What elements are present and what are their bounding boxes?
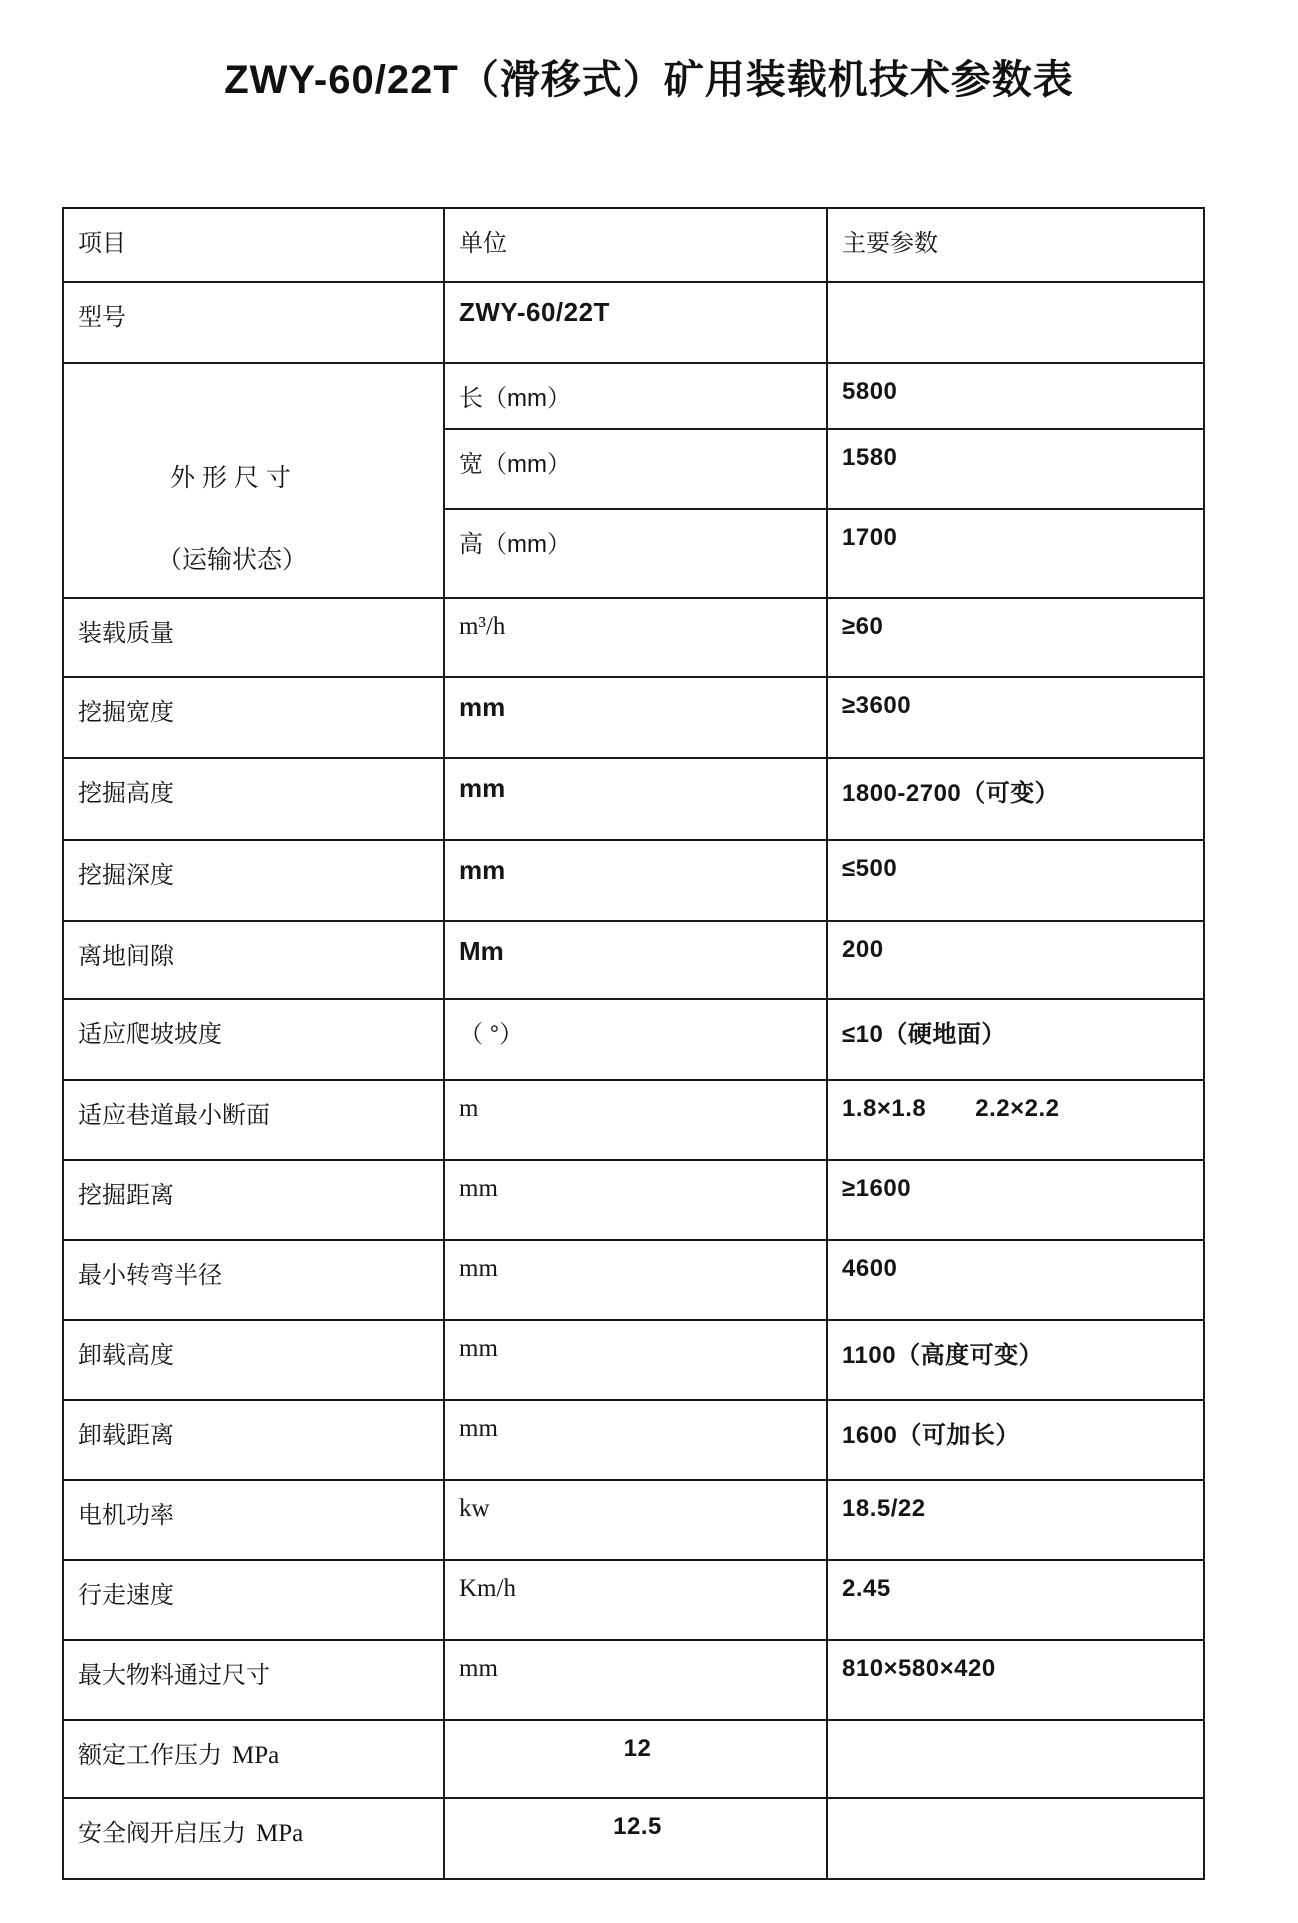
spec-item-label: 卸载高度 [63, 1320, 444, 1400]
spec-item-label: 行走速度 [63, 1560, 444, 1640]
spec-value: 1.8×1.8 2.2×2.2 [827, 1080, 1204, 1160]
spec-value: 1800-2700（可变） [827, 758, 1204, 840]
spec-row-loading-capacity [63, 598, 1204, 677]
dimensions-label-line2: （运输状态） [157, 546, 308, 574]
spec-unit-text: m [459, 1095, 479, 1122]
dimension-length-value: 5800 [827, 363, 1204, 429]
spec-unit-cell [444, 677, 827, 758]
spec-unit-text: m³/h [459, 613, 506, 640]
spec-unit-text: mm [459, 855, 506, 885]
spec-table-container [62, 207, 1203, 1880]
spec-row-min-turning-radius [63, 1240, 1204, 1320]
spec-unit-text: mm [459, 773, 506, 803]
spec-row-safety-valve-pressure [63, 1798, 1204, 1879]
spec-unit-cell [444, 999, 827, 1080]
dimension-width-unit: 宽（mm） [444, 429, 827, 509]
spec-unit-cell [444, 921, 827, 999]
spec-item-label: 挖掘深度 [63, 840, 444, 921]
spec-unit-text: （ °） [459, 1021, 524, 1048]
spec-row-ground-clearance [63, 921, 1204, 999]
dimension-width-value: 1580 [827, 429, 1204, 509]
spec-value: ≤500 [827, 840, 1204, 921]
spec-unit-text: Mm [459, 936, 504, 966]
dimensions-label-cell [63, 363, 444, 598]
spec-value: 2.45 [827, 1560, 1204, 1640]
spec-value: ≥1600 [827, 1160, 1204, 1240]
spec-unit-text: mm [459, 1335, 498, 1362]
spec-unit-cell [444, 1400, 827, 1480]
spec-item-label: 适应爬坡坡度 [63, 999, 444, 1080]
spec-value: 810×580×420 [827, 1640, 1204, 1720]
spec-row-digging-width [63, 677, 1204, 758]
spec-item-label: 挖掘高度 [63, 758, 444, 840]
dimension-length-unit: 长（mm） [444, 363, 827, 429]
pressure-empty-cell [827, 1720, 1204, 1798]
spec-row-digging-depth [63, 840, 1204, 921]
pressure-empty-cell [827, 1798, 1204, 1879]
spec-item-label: 挖掘宽度 [63, 677, 444, 758]
spec-unit-text: mm [459, 1415, 498, 1442]
spec-unit-cell [444, 1560, 827, 1640]
spec-item-label: 卸载距离 [63, 1400, 444, 1480]
spec-item-label: 适应巷道最小断面 [63, 1080, 444, 1160]
dimensions-row-length [63, 363, 1204, 429]
spec-unit-text: mm [459, 1255, 498, 1282]
spec-unit-cell [444, 1240, 827, 1320]
header-row [63, 208, 1204, 282]
pressure-value: 12.5 [444, 1798, 827, 1879]
spec-row-unloading-height [63, 1320, 1204, 1400]
spec-unit-cell [444, 1480, 827, 1560]
spec-value: ≥60 [827, 598, 1204, 677]
spec-row-digging-height [63, 758, 1204, 840]
spec-row-unloading-distance [63, 1400, 1204, 1480]
spec-unit-text: kw [459, 1495, 490, 1522]
spec-item-label: 电机功率 [63, 1480, 444, 1560]
spec-row-min-roadway-section [63, 1080, 1204, 1160]
spec-unit-text: mm [459, 1655, 498, 1682]
spec-unit-text: mm [459, 692, 506, 722]
spec-row-travel-speed [63, 1560, 1204, 1640]
spec-unit-cell [444, 1320, 827, 1400]
spec-value: 200 [827, 921, 1204, 999]
pressure-item-text: 额定工作压力 [78, 1742, 222, 1769]
spec-unit-cell [444, 598, 827, 677]
spec-value: ≤10（硬地面） [827, 999, 1204, 1080]
spec-item-label: 最大物料通过尺寸 [63, 1640, 444, 1720]
header-item: 项目 [63, 208, 444, 282]
spec-row-digging-distance [63, 1160, 1204, 1240]
spec-row-gradeability [63, 999, 1204, 1080]
spec-unit-cell [444, 758, 827, 840]
spec-item-label: 离地间隙 [63, 921, 444, 999]
spec-unit-text: Km/h [459, 1575, 516, 1602]
spec-unit-cell [444, 1080, 827, 1160]
pressure-item-unit: MPa [232, 1742, 280, 1769]
page-title: ZWY-60/22T（滑移式）矿用装载机技术参数表 [224, 58, 1074, 102]
spec-unit-text: mm [459, 1175, 498, 1202]
spec-value: 4600 [827, 1240, 1204, 1320]
pressure-value: 12 [444, 1720, 827, 1798]
spec-value: 1600（可加长） [827, 1400, 1204, 1480]
spec-unit-cell [444, 1640, 827, 1720]
pressure-item-unit: MPa [256, 1820, 304, 1847]
pressure-item-label [63, 1798, 444, 1879]
spec-row-motor-power [63, 1480, 1204, 1560]
spec-item-label: 挖掘距离 [63, 1160, 444, 1240]
spec-row-max-material-size [63, 1640, 1204, 1720]
spec-value: 18.5/22 [827, 1480, 1204, 1560]
spec-value: 1100（高度可变） [827, 1320, 1204, 1400]
dimension-height-unit: 高（mm） [444, 509, 827, 598]
model-value [444, 282, 827, 363]
model-label: 型号 [63, 282, 444, 363]
header-unit: 单位 [444, 208, 827, 282]
spec-item-label: 装载质量 [63, 598, 444, 677]
spec-table [62, 207, 1205, 1880]
spec-value: ≥3600 [827, 677, 1204, 758]
model-empty-cell [827, 282, 1204, 363]
spec-unit-cell [444, 840, 827, 921]
header-params: 主要参数 [827, 208, 1204, 282]
spec-item-label: 最小转弯半径 [63, 1240, 444, 1320]
model-value-text: ZWY-60/22T [459, 297, 610, 327]
dimensions-label-line1: 外 形 尺 寸 [170, 464, 291, 492]
spec-unit-cell [444, 1160, 827, 1240]
model-row [63, 282, 1204, 363]
dimension-height-value: 1700 [827, 509, 1204, 598]
pressure-item-label [63, 1720, 444, 1798]
pressure-item-text: 安全阀开启压力 [78, 1820, 246, 1847]
spec-row-rated-working-pressure [63, 1720, 1204, 1798]
